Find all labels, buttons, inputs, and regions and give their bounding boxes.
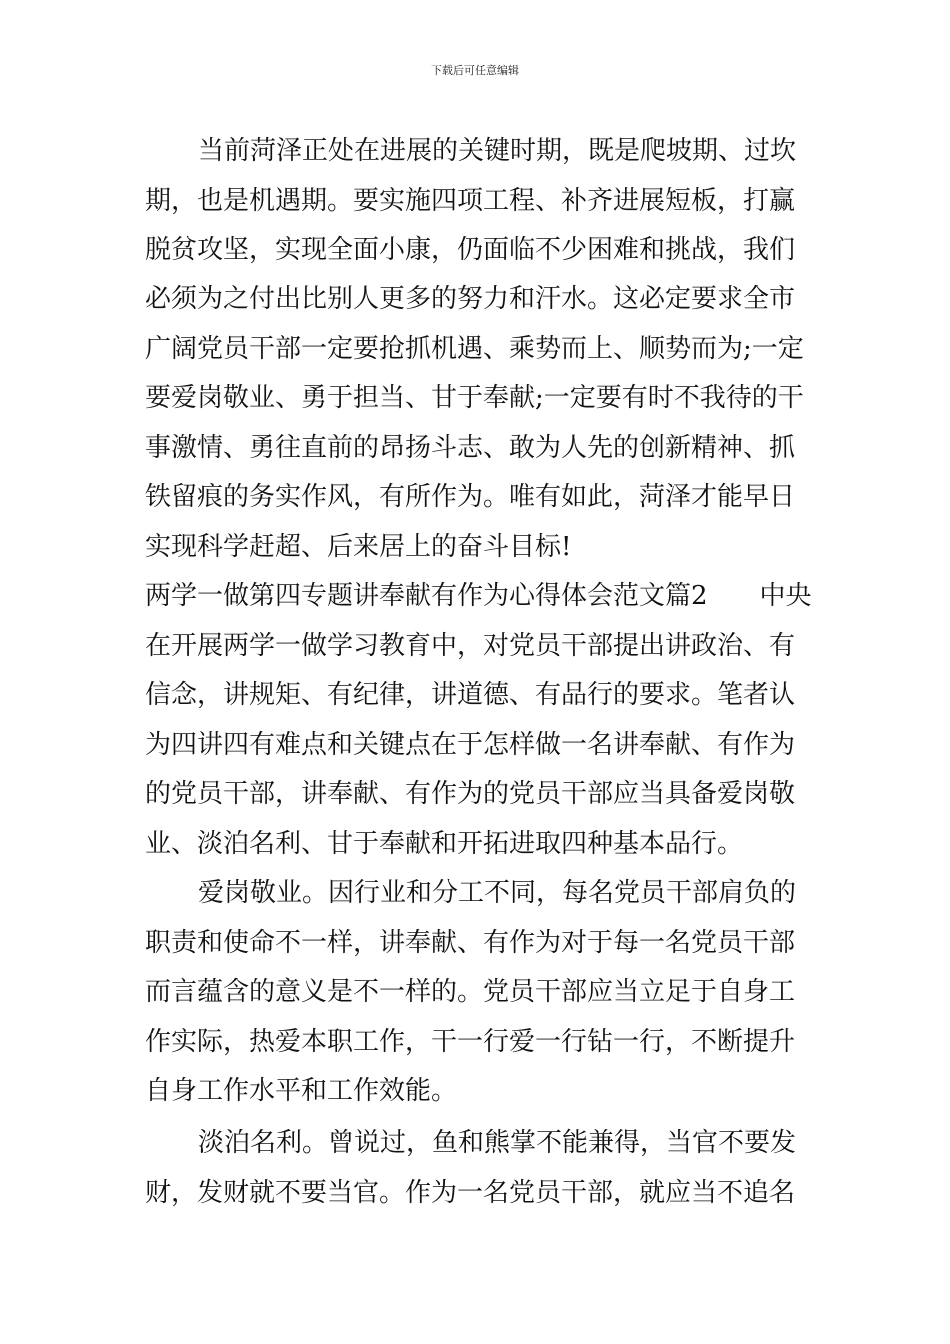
paragraph-line: 铁留痕的务实作风，有所作为。唯有如此，菏泽才能早日 xyxy=(145,482,796,512)
page-header: 下载后可任意编辑 xyxy=(431,64,519,77)
paragraph-line: 爱岗敬业。因行业和分工不同，每名党员干部肩负的 xyxy=(198,878,797,908)
paragraph-line: 财，发财就不要当官。作为一名党员干部，就应当不追名 xyxy=(145,1178,796,1208)
paragraph-start: 中央 xyxy=(759,581,812,611)
section-title: 两学一做第四专题讲奉献有作为心得体会范文篇2 xyxy=(145,581,708,611)
paragraph-line: 事激情、勇往直前的昂扬斗志、敢为人先的创新精神、抓 xyxy=(145,433,796,463)
paragraph-line: 当前菏泽正处在进展的关键时期，既是爬坡期、过坎 xyxy=(198,136,797,166)
paragraph-line: 期，也是机遇期。要实施四项工程、补齐进展短板，打赢 xyxy=(145,186,796,216)
paragraph-line: 信念，讲规矩、有纪律，讲道德、有品行的要求。笔者认 xyxy=(145,680,796,710)
paragraph-line: 的党员干部，讲奉献、有作为的党员干部应当具备爱岗敬 xyxy=(145,779,796,809)
paragraph-line: 要爱岗敬业、勇于担当、甘于奉献;一定要有时不我待的干 xyxy=(145,383,804,413)
paragraph-line: 脱贫攻坚，实现全面小康，仍面临不少困难和挑战，我们 xyxy=(145,235,796,265)
paragraph-line: 业、淡泊名利、甘于奉献和开拓进取四种基本品行。 xyxy=(145,829,744,859)
paragraph-line: 在开展两学一做学习教育中，对党员干部提出讲政治、有 xyxy=(145,631,796,661)
paragraph-line: 职责和使命不一样，讲奉献、有作为对于每一名党员干部 xyxy=(145,928,796,958)
section-title-line xyxy=(145,571,810,621)
paragraph-line: 而言蕴含的意义是不一样的。党员干部应当立足于自身工 xyxy=(145,977,796,1007)
paragraph-line: 必须为之付出比别人更多的努力和汗水。这必定要求全市 xyxy=(145,284,796,314)
paragraph-line: 为四讲四有难点和关键点在于怎样做一名讲奉献、有作为 xyxy=(145,730,796,760)
paragraph-line: 广阔党员干部一定要抢抓机遇、乘势而上、顺势而为;一定 xyxy=(145,334,804,364)
paragraph-line: 作实际，热爱本职工作，干一行爱一行钻一行，不断提升 xyxy=(145,1027,796,1057)
paragraph-line: 实现科学赶超、后来居上的奋斗目标! xyxy=(145,532,572,562)
paragraph-line: 淡泊名利。曾说过，鱼和熊掌不能兼得，当官不要发 xyxy=(198,1128,797,1158)
paragraph-line: 自身工作水平和工作效能。 xyxy=(145,1076,458,1106)
